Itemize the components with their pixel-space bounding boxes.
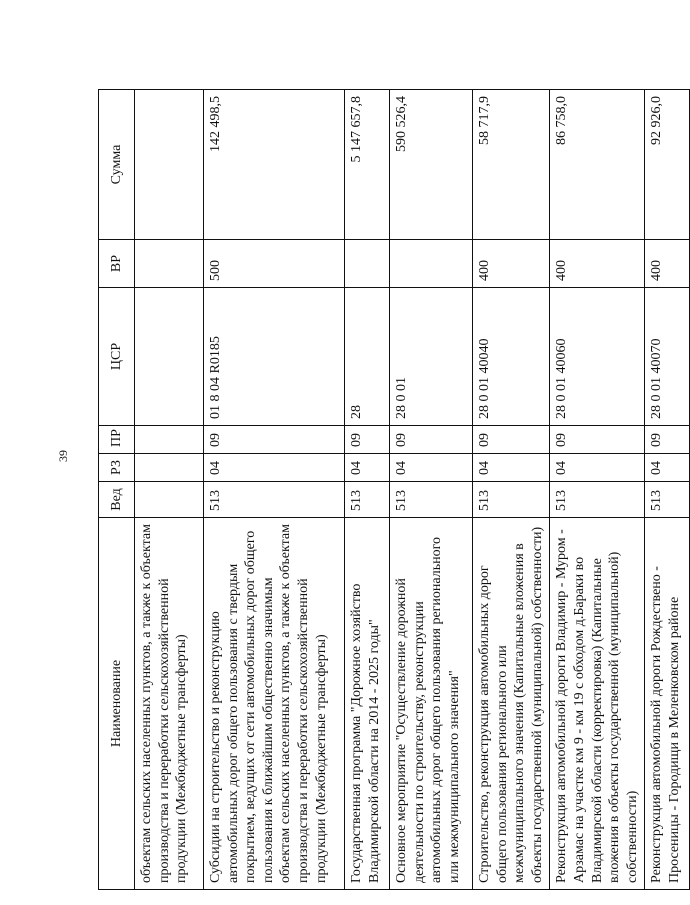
cell-name: Основное мероприятие "Осуществление дорожной деятельности по строительству, реконструкции автомобильных дорог общего пользования регионального или межмуниципального значения" (390, 518, 473, 890)
cell-rz (135, 454, 204, 482)
cell-rz: 04 (345, 454, 390, 482)
cell-sum: 590 526,4 (390, 90, 473, 240)
cell-vr (345, 240, 390, 288)
cell-sum (135, 90, 204, 240)
table-row (204, 90, 345, 890)
cell-ved: 513 (345, 482, 390, 518)
budget-table (98, 89, 690, 890)
cell-pr: 09 (550, 426, 645, 454)
cell-rz: 04 (473, 454, 550, 482)
table-row (345, 90, 390, 890)
cell-name: Субсидии на строительство и реконструкцию автомобильных дорог общего пользования с твердым покрытием, ведущих от сети автомобильных дорог общего пользования к ближайшим общественно значимым объектам сельских населенных пунктов, а также к объектам производства и переработки сельскохозяйственной продукции (Межбюджетные трансферты) (204, 518, 345, 890)
cell-name: Государственная программа "Дорожное хозяйство Владимирской области на 2014 - 2025 годы" (345, 518, 390, 890)
page-number: 39 (56, 450, 70, 462)
header-name: Наименование (99, 518, 135, 890)
header-rz: РЗ (99, 454, 135, 482)
cell-name: объектам сельских населенных пунктов, а также к объектам производства и переработки сельскохозяйственной продукции (Межбюджетные трансферты) (135, 518, 204, 890)
cell-ved (135, 482, 204, 518)
cell-rz: 04 (204, 454, 345, 482)
cell-vr (135, 240, 204, 288)
cell-name: Строительство, реконструкция автомобильных дорог общего пользования регионального или межмуниципального значения (Капитальные вложения в объекты государственной (муниципальной) собственности) (473, 518, 550, 890)
header-ved: Вед (99, 482, 135, 518)
cell-rz: 04 (645, 454, 690, 482)
cell-ved: 513 (645, 482, 690, 518)
header-csr: ЦСР (99, 288, 135, 426)
cell-csr: 28 0 01 40060 (550, 288, 645, 426)
cell-ved: 513 (390, 482, 473, 518)
table-row (390, 90, 473, 890)
cell-pr: 09 (390, 426, 473, 454)
cell-ved: 513 (473, 482, 550, 518)
cell-rz: 04 (550, 454, 645, 482)
cell-vr (390, 240, 473, 288)
cell-csr (135, 288, 204, 426)
header-pr: ПР (99, 426, 135, 454)
cell-sum: 5 147 657,8 (345, 90, 390, 240)
cell-ved: 513 (204, 482, 345, 518)
cell-sum: 142 498,5 (204, 90, 345, 240)
header-sum: Сумма (99, 90, 135, 240)
cell-vr: 400 (645, 240, 690, 288)
header-vr: ВР (99, 240, 135, 288)
cell-csr: 28 0 01 40070 (645, 288, 690, 426)
cell-sum: 58 717,9 (473, 90, 550, 240)
cell-vr: 400 (550, 240, 645, 288)
cell-pr: 09 (345, 426, 390, 454)
cell-csr: 01 8 04 R0185 (204, 288, 345, 426)
cell-sum: 86 758,0 (550, 90, 645, 240)
cell-pr (135, 426, 204, 454)
cell-csr: 28 0 01 (390, 288, 473, 426)
table-row (645, 90, 690, 890)
cell-sum: 92 926,0 (645, 90, 690, 240)
cell-name: Реконструкция автомобильной дороги Владимир - Муром - Арзамас на участке км 9 - км 19 с обходом д.Бараки во Владимирской области (корректировка) (Капитальные вложения в объекты государственной (муниципальной) собственности) (550, 518, 645, 890)
table-row (135, 90, 204, 890)
table-header-row (99, 90, 135, 890)
cell-vr: 400 (473, 240, 550, 288)
table-row (550, 90, 645, 890)
cell-rz: 04 (390, 454, 473, 482)
cell-name: Реконструкция автомобильной дороги Рождествено - Просеницы - Городищи в Меленковском районе (645, 518, 690, 890)
table-row (473, 90, 550, 890)
cell-pr: 09 (473, 426, 550, 454)
cell-pr: 09 (645, 426, 690, 454)
cell-csr: 28 (345, 288, 390, 426)
cell-csr: 28 0 01 40040 (473, 288, 550, 426)
cell-ved: 513 (550, 482, 645, 518)
cell-vr: 500 (204, 240, 345, 288)
cell-pr: 09 (204, 426, 345, 454)
